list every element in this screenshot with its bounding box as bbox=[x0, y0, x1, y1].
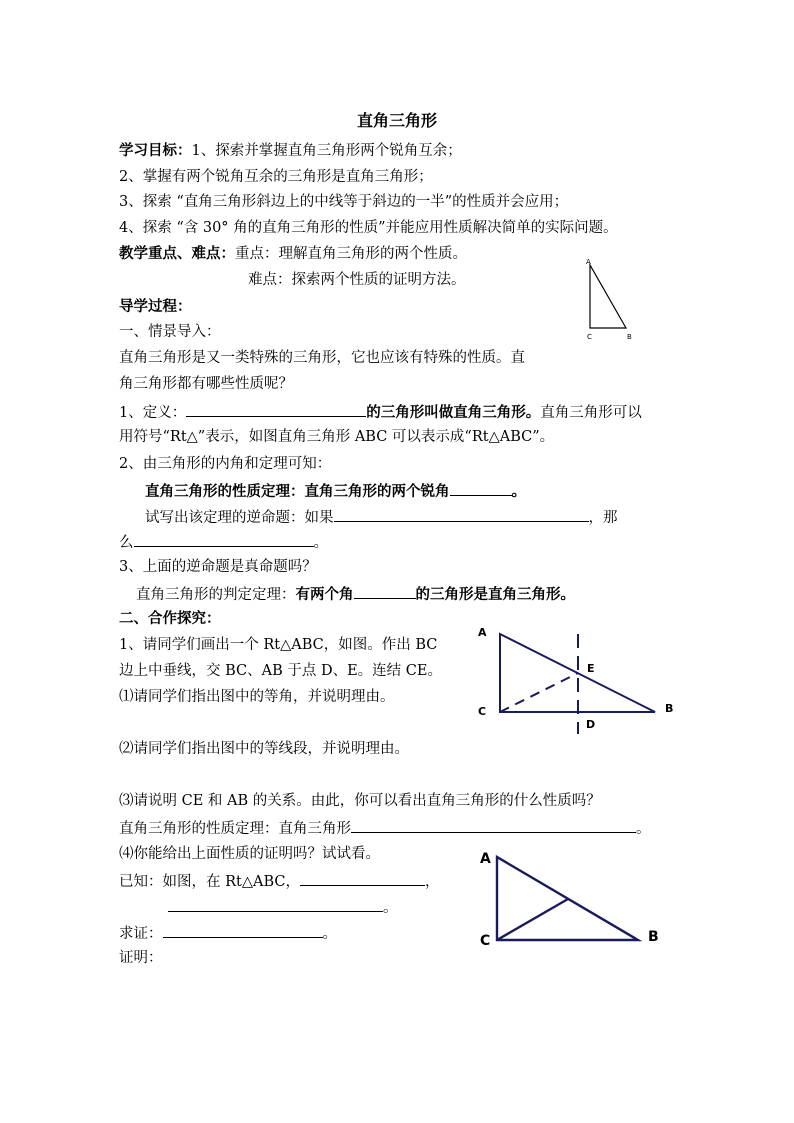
property-line bbox=[119, 818, 651, 838]
label-e: E bbox=[587, 662, 595, 675]
question-3: 3、上面的逆命题是真命题吗？ bbox=[119, 559, 317, 575]
key-points-label: 教学重点、难点： bbox=[119, 245, 235, 262]
goal-item-1: 1、探索并掌握直角三角形两个锐角互余； bbox=[191, 143, 462, 159]
known-line bbox=[119, 871, 440, 891]
converse-end: 。 bbox=[313, 535, 328, 551]
label-a: A bbox=[480, 851, 491, 867]
judgement-prefix: 直角三角形的判定定理： bbox=[136, 587, 296, 603]
known-line-2 bbox=[168, 897, 398, 917]
label-b: B bbox=[627, 333, 632, 341]
goal-item-3: 3、探索 “直角三角形斜边上的中线等于斜边的一半”的性质并会应用； bbox=[119, 194, 569, 210]
small-triangle-shape bbox=[590, 265, 626, 328]
explore-question-4: ⑷你能给出上面性质的证明吗？试试看。 bbox=[119, 846, 380, 862]
goals-label: 学习目标： bbox=[119, 142, 192, 159]
definition-suffix: 直角三角形可以 bbox=[540, 405, 642, 421]
key-points-line bbox=[119, 245, 467, 263]
known-blank-1[interactable] bbox=[300, 871, 425, 886]
prove-blank[interactable] bbox=[163, 923, 323, 938]
median-triangle-figure bbox=[475, 845, 675, 955]
section-2-heading: 二、合作探究： bbox=[119, 610, 221, 627]
goal-item-2: 2、掌握有两个锐角互余的三角形是直角三角形； bbox=[119, 169, 433, 185]
definition-line-2: 用符号“Rt△”表示，如图直角三角形 ABC 可以表示成“Rt△ABC”。 bbox=[119, 429, 555, 445]
definition-line bbox=[119, 402, 642, 422]
converse-line-2 bbox=[119, 532, 328, 552]
page-title: 直角三角形 bbox=[356, 111, 437, 130]
known-comma: ， bbox=[425, 874, 440, 890]
judgement-line bbox=[136, 584, 575, 604]
converse-text: 试写出该定理的逆命题：如果 bbox=[145, 510, 334, 526]
definition-bold: 的三角形叫做直角三角形。 bbox=[366, 404, 541, 421]
judgement-text-a: 有两个角 bbox=[295, 586, 354, 603]
converse-then: ，那 bbox=[588, 510, 618, 526]
label-a: A bbox=[586, 258, 591, 266]
small-triangle-figure bbox=[580, 255, 640, 345]
goal-line-1 bbox=[119, 142, 462, 160]
property-text: 直角三角形的性质定理：直角三角形 bbox=[119, 821, 351, 837]
property-end: 。 bbox=[636, 821, 651, 837]
explore-question-2: ⑵请同学们指出图中的等线段，并说明理由。 bbox=[119, 741, 409, 757]
prove-label: 求证： bbox=[119, 926, 163, 942]
label-c: C bbox=[587, 333, 592, 341]
label-d: D bbox=[586, 718, 596, 731]
label-b: B bbox=[648, 929, 659, 945]
prove-period: 。 bbox=[322, 926, 337, 942]
explore-question-1: ⑴请同学们指出图中的等角，并说明理由。 bbox=[119, 689, 395, 705]
converse-if-blank[interactable] bbox=[334, 507, 589, 522]
theorem-blank[interactable] bbox=[450, 481, 512, 496]
converse-then-blank[interactable] bbox=[134, 532, 314, 547]
definition-blank[interactable] bbox=[186, 402, 366, 417]
theorem-end: 。 bbox=[511, 483, 526, 500]
judgement-blank[interactable] bbox=[354, 584, 416, 599]
label-c: C bbox=[480, 933, 491, 949]
converse-line bbox=[145, 507, 618, 527]
proof-label: 证明： bbox=[119, 950, 163, 966]
explore-line-1: 1、请同学们画出一个 Rt△ABC，如图。作出 BC bbox=[119, 637, 438, 653]
intro-line-1: 直角三角形是又一类特殊的三角形，它也应该有特殊的性质。直 bbox=[119, 350, 525, 366]
intro-line-2: 角三角形都有哪些性质呢？ bbox=[119, 376, 293, 392]
process-label: 导学过程： bbox=[119, 298, 192, 315]
label-a: A bbox=[478, 626, 487, 639]
explore-question-3: ⑶请说明 CE 和 AB 的关系。由此，你可以看出直角三角形的什么性质吗？ bbox=[119, 793, 601, 809]
difficult-point-text: 难点：探索两个性质的证明方法。 bbox=[248, 272, 466, 288]
known-text: 已知：如图，在 Rt△ABC， bbox=[119, 874, 300, 890]
segment-ce-line bbox=[500, 673, 578, 712]
explore-line-2: 边上中垂线，交 BC、AB 于点 D、E。连结 CE。 bbox=[119, 663, 442, 679]
prove-line bbox=[119, 923, 337, 943]
definition-prefix: 1、定义： bbox=[119, 405, 187, 421]
section-1-heading: 一、情景导入： bbox=[119, 324, 221, 340]
theorem-text: 直角三角形的性质定理：直角三角形的两个锐角 bbox=[145, 483, 450, 500]
label-b: B bbox=[665, 702, 674, 715]
property-blank[interactable] bbox=[351, 818, 636, 833]
label-c: C bbox=[478, 705, 487, 718]
key-point-text: 重点：理解直角三角形的两个性质。 bbox=[235, 246, 467, 262]
known-blank-2[interactable] bbox=[168, 897, 383, 912]
question-2: 2、由三角形的内角和定理可知： bbox=[119, 456, 332, 472]
bisector-triangle-figure bbox=[470, 620, 690, 740]
converse-then-prefix: 么 bbox=[119, 535, 134, 551]
theorem-line bbox=[145, 481, 526, 501]
median-line bbox=[497, 899, 568, 940]
judgement-text-b: 的三角形是直角三角形。 bbox=[415, 586, 575, 603]
known-period: 。 bbox=[383, 900, 398, 916]
goal-item-4: 4、探索 “含 30° 角的直角三角形的性质”并能应用性质解决简单的实际问题。 bbox=[119, 220, 618, 236]
